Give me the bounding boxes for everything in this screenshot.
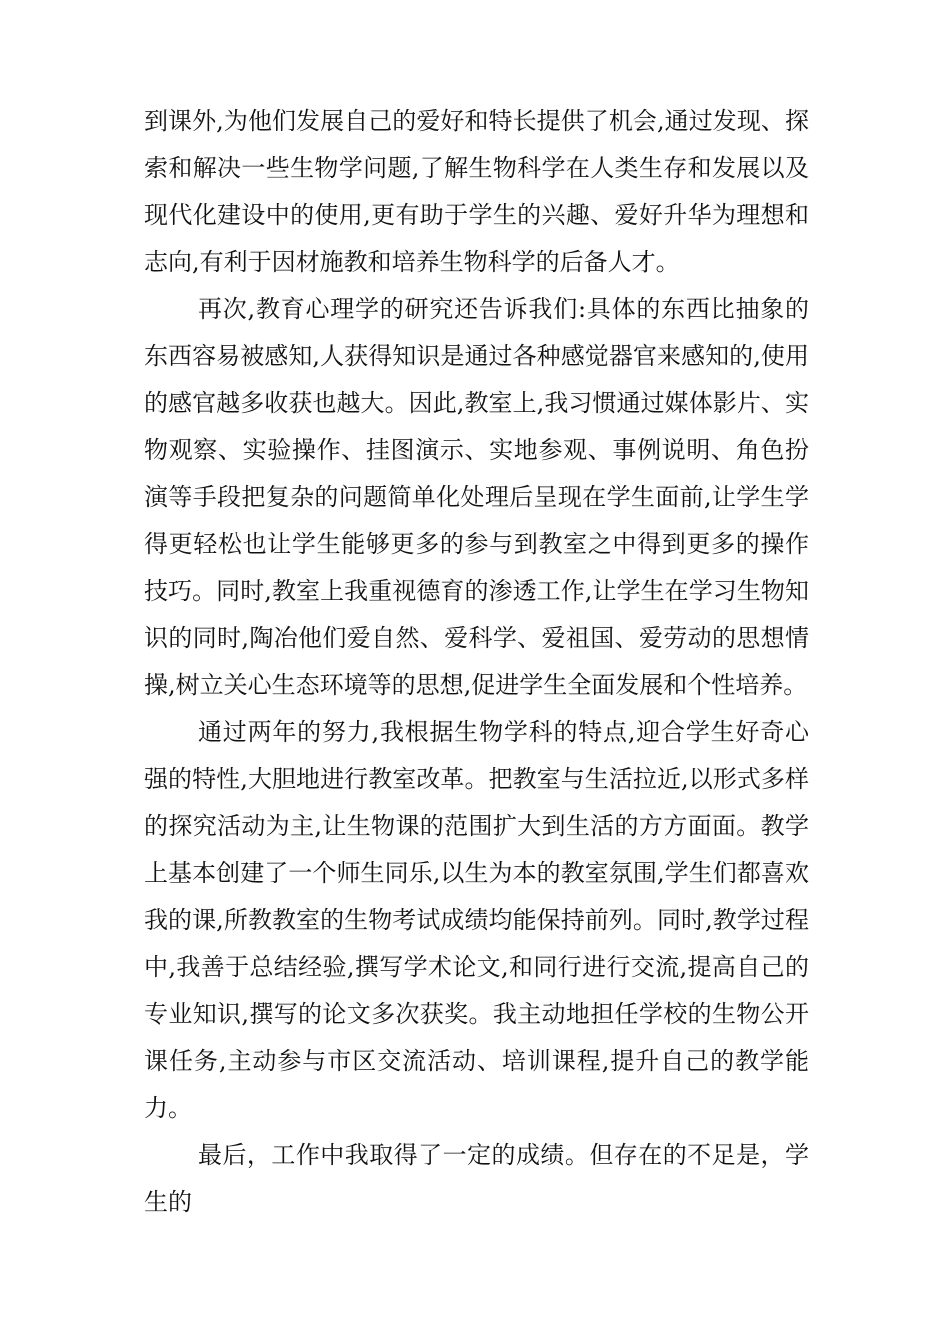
paragraph-psychology: 再次,教育心理学的研究还告诉我们:具体的东西比抽象的东西容易被感知,人获得知识是通过各种感觉器官来感知的,使用的感官越多收获也越大。因此,教室上,我习惯通过媒体影片、实物观察、实验操作、挂图演示、实地参观、事例说明、角色扮演等手段把复杂的问题简单化处理后呈现在学生面前,让学生学得更轻松也让学生能够更多的参与到教室之中得到更多的操作技巧。同时,教室上我重视德育的渗透工作,让学生在学习生物知识的同时,陶冶他们爱自然、爱科学、爱祖国、爱劳动的思想情操,树立关心生态环境等的思想,促进学生全面发展和个性培养。 bbox=[144, 295, 809, 699]
paragraph-conclusion: 最后，工作中我取得了一定的成绩。但存在的不足是，学生的 bbox=[144, 1141, 809, 1216]
document-page bbox=[144, 98, 809, 1226]
paragraph-continuation: 到课外,为他们发展自己的爱好和特长提供了机会,通过发现、探索和解决一些生物学问题,了解生物科学在人类生存和发展以及现代化建设中的使用,更有助于学生的兴趣、爱好升华为理想和志向,有利于因材施教和培养生物科学的后备人才。 bbox=[144, 107, 809, 276]
paragraph-reform: 通过两年的努力,我根据生物学科的特点,迎合学生好奇心强的特性,大胆地进行教室改革。把教室与生活拉近,以形式多样的探究活动为主,让生物课的范围扩大到生活的方方面面。教学上基本创建了一个师生同乐,以生为本的教室氛围,学生们都喜欢我的课,所教教室的生物考试成绩均能保持前列。同时,教学过程中,我善于总结经验,撰写学术论文,和同行进行交流,提高自己的专业知识,撰写的论文多次获奖。我主动地担任学校的生物公开课任务,主动参与市区交流活动、培训课程,提升自己的教学能力。 bbox=[144, 718, 809, 1122]
